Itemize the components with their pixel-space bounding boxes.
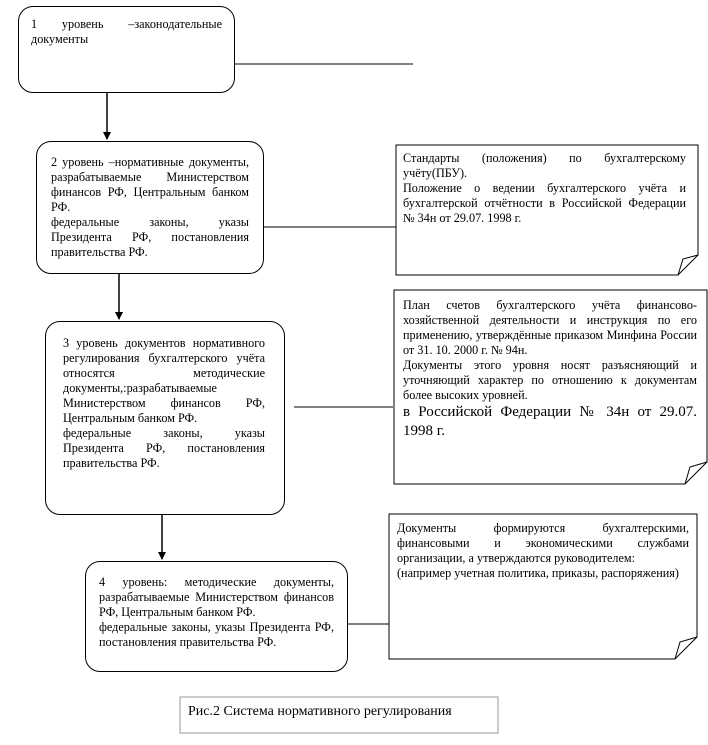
- level-3-box: [45, 321, 285, 515]
- note-2: [403, 298, 697, 441]
- note-1-line-2: Положение о ведении бухгалтерского учёта и бухгалтерской отчётности в Российской Федерации № 34н от 29.07. 1998 г.: [403, 181, 686, 225]
- level-4-box: [85, 561, 348, 672]
- note-3: [397, 521, 689, 581]
- note-2-line-1: План счетов бухгалтерского учёта финансово-хозяйственной деятельности и инструкция по его применению, утверждённые приказом Минфина России от 31. 10. 2000 г. № 94н.: [403, 298, 697, 357]
- level-4-text: 4 уровень: методические документы, разрабатываемые Министерством финансов РФ, Центральным банком РФ.: [99, 575, 334, 619]
- level-2-text: 2 уровень –нормативные документы, разрабатываемые Министерством финансов РФ, Центральным банком РФ.: [51, 155, 249, 214]
- level-1-box: [18, 6, 235, 93]
- note-2-line-2: Документы этого уровня носят разъясняющий и уточняющий характер по отношению к документам более высоких уровней.: [403, 358, 697, 402]
- level-2-box: [36, 141, 264, 274]
- level-1-text: 1 уровень –законодательные документы: [31, 17, 222, 46]
- note-3-line-1: Документы формируются бухгалтерскими, финансовыми и экономическими службами организации, а утверждаются руководителем:: [397, 521, 689, 565]
- note-2-large-line: в Российской Федерации № 34н от 29.07. 1998 г.: [403, 404, 697, 439]
- level-3-text: 3 уровень документов нормативного регулирования бухгалтерского учёта относятся методические документы,:разрабатываемые Министерством финансов РФ, Центральным банком РФ.: [63, 336, 265, 425]
- figure-caption-text: Рис.2 Система нормативного регулирования: [188, 704, 452, 719]
- figure-caption: [180, 697, 498, 733]
- level-3-laws-text: федеральные законы, указы Президента РФ, постановления правительства РФ.: [63, 426, 265, 470]
- note-1-line-1: Стандарты (положения) по бухгалтерскому учёту(ПБУ).: [403, 151, 686, 180]
- level-2-laws-text: федеральные законы, указы Президента РФ, постановления правительства РФ.: [51, 215, 249, 259]
- note-1: [403, 151, 686, 226]
- level-4-laws-text: федеральные законы, указы Президента РФ, постановления правительства РФ.: [99, 620, 334, 649]
- note-3-line-2: (например учетная политика, приказы, распоряжения): [397, 566, 679, 580]
